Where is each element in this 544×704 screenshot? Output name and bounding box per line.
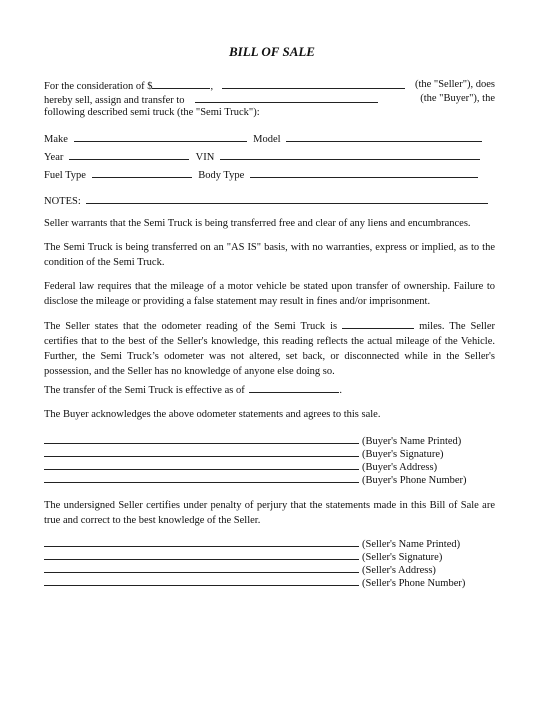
effective-date-field[interactable] <box>249 382 339 393</box>
seller-address-line: (Seller's Address) <box>44 562 436 576</box>
buyer-name-line: (Buyer's Name Printed) <box>44 433 461 447</box>
warranty-paragraph: Seller warrants that the Semi Truck is being transferred free and clear of any liens and encumbrances. <box>44 218 471 229</box>
buyer-signature-line: (Buyer's Signature) <box>44 446 444 460</box>
buyer-name-printed-field[interactable] <box>44 433 359 444</box>
buyer-acknowledgment-paragraph: The Buyer acknowledges the above odometer statements and agrees to this sale. <box>44 409 381 420</box>
intro-line-3: following described semi truck (the "Semi Truck"): <box>44 107 260 118</box>
seller-phone-field[interactable] <box>44 575 359 586</box>
year-vin-row: Year VIN <box>44 149 495 163</box>
seller-address-field[interactable] <box>44 562 359 573</box>
buyer-name-field[interactable] <box>195 92 378 103</box>
federal-law-paragraph: Federal law requires that the mileage of a motor vehicle be stated upon transfer of ownership. Failure to disclose the mileage or providing a false statement may result in fines and/or imprisonment. <box>44 281 495 307</box>
notes-field[interactable] <box>86 193 488 204</box>
document-title: BILL OF SALE <box>229 44 315 59</box>
seller-signature-line: (Seller's Signature) <box>44 549 442 563</box>
odometer-reading-field[interactable] <box>342 318 414 329</box>
notes-row: NOTES: <box>44 193 495 207</box>
buyer-address-field[interactable] <box>44 459 359 470</box>
intro-line-1: For the consideration of $ , (the "Seller"), does <box>44 79 495 92</box>
buyer-phone-line: (Buyer's Phone Number) <box>44 472 467 486</box>
seller-name-line: (Seller's Name Printed) <box>44 536 460 550</box>
fuel-type-field[interactable] <box>92 167 192 178</box>
buyer-signature-field[interactable] <box>44 446 359 457</box>
consideration-amount-field[interactable] <box>152 78 210 89</box>
effective-date-paragraph: The transfer of the Semi Truck is effective as of . <box>44 382 495 398</box>
buyer-address-line: (Buyer's Address) <box>44 459 437 473</box>
vin-field[interactable] <box>220 149 480 160</box>
seller-phone-line: (Seller's Phone Number) <box>44 575 465 589</box>
seller-certification-paragraph: The undersigned Seller certifies under penalty of perjury that the statements made in this Bill of Sale are true and correct to the best knowledge of the Seller. <box>44 500 495 526</box>
model-field[interactable] <box>286 131 482 142</box>
make-field[interactable] <box>74 131 247 142</box>
fuel-body-row: Fuel Type Body Type <box>44 167 495 181</box>
buyer-phone-field[interactable] <box>44 472 359 483</box>
seller-signature-field[interactable] <box>44 549 359 560</box>
body-type-field[interactable] <box>250 167 478 178</box>
intro-line-2: hereby sell, assign and transfer to (the "Buyer"), the <box>44 93 495 106</box>
year-field[interactable] <box>69 149 189 160</box>
odometer-paragraph: The Seller states that the odometer reading of the Semi Truck is miles. The Seller certifies that to the best of the Seller's knowledge, this reading reflects the actual mileage of the Vehicle. Further, the Semi Truck’s odometer was not altered, set back, or disconnected while in the Seller's possession, and the Seller has no knowledge of anyone else doing so. <box>44 318 495 379</box>
seller-name-field[interactable] <box>222 78 405 89</box>
make-model-row: Make Model <box>44 131 495 145</box>
seller-name-printed-field[interactable] <box>44 536 359 547</box>
as-is-paragraph: The Semi Truck is being transferred on an "AS IS" basis, with no warranties, express or implied, as to the condition of the Semi Truck. <box>44 242 495 268</box>
